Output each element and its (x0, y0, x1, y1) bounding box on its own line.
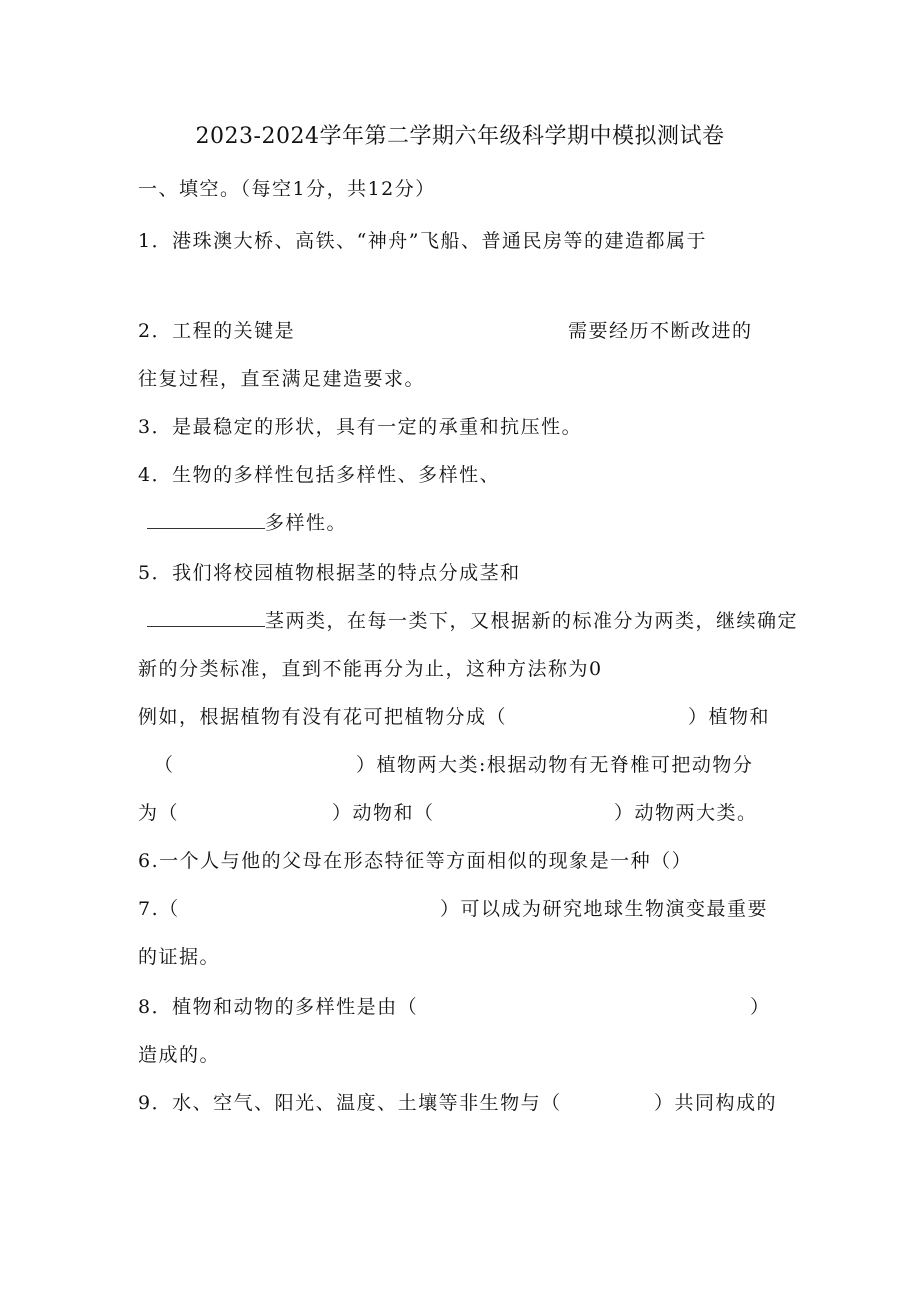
question-5-part-c: 新的分类标准，直到不能再分为止，这种方法称为0 (138, 658, 603, 680)
section-heading: 一、填空。（每空1分，共12分） (138, 178, 436, 200)
question-1: 1．港珠澳大桥、高铁、“神舟”飞船、普通民房等的建造都属于 (138, 230, 708, 252)
question-5-part-f3: ）动物两大类。 (614, 802, 758, 824)
question-5-part-d1: 例如，根据植物有没有花可把植物分成（ (138, 706, 508, 728)
question-5-part-e2: ）植物两大类:根据动物有无脊椎可把动物分 (356, 754, 754, 776)
question-4-part-a: 4．生物的多样性包括多样性、多样性、 (138, 464, 501, 486)
question-2-part-a: 2．工程的关键是 (138, 320, 296, 342)
question-4-part-b (147, 510, 347, 536)
question-6: 6.一个人与他的父母在形态特征等方面相似的现象是一种（） (138, 850, 693, 872)
question-7-part-a: 7.（ (138, 898, 180, 920)
question-7-part-b: ）可以成为研究地球生物演变最重要 (440, 898, 769, 920)
question-5-part-f1: 为（ (138, 802, 180, 824)
question-9-part-a: 9．水、空气、阳光、温度、土壤等非生物与（ (138, 1092, 562, 1114)
page-title: 2023-2024学年第二学期六年级科学期中模拟测试卷 (195, 124, 725, 149)
question-5-part-f2: ）动物和（ (332, 802, 435, 824)
question-2-part-b: 需要经历不断改进的 (568, 320, 753, 342)
question-5-part-a: 5．我们将校园植物根据茎的特点分成茎和 (138, 562, 521, 584)
question-8-part-b: ） (750, 996, 771, 1018)
question-5-line-b: 茎两类，在每一类下，又根据新的标准分为两类，继续确定 (265, 610, 799, 632)
question-8-part-a: 8．植物和动物的多样性是由（ (138, 996, 419, 1018)
question-4-suffix: 多样性。 (265, 512, 348, 534)
question-2-part-c: 往复过程，直至满足建造要求。 (138, 368, 426, 390)
answer-blank[interactable] (147, 608, 265, 627)
question-7-part-c: 的证据。 (138, 946, 221, 968)
question-9-part-b: ）共同构成的 (654, 1092, 778, 1114)
question-3: 3．是最稳定的形状，具有一定的承重和抗压性。 (138, 416, 583, 438)
question-5-part-b (147, 608, 798, 634)
answer-blank[interactable] (147, 510, 265, 529)
question-8-part-c: 造成的。 (138, 1044, 221, 1066)
question-5-part-d2: ）植物和 (688, 706, 771, 728)
question-5-part-e1: （ (154, 754, 175, 776)
